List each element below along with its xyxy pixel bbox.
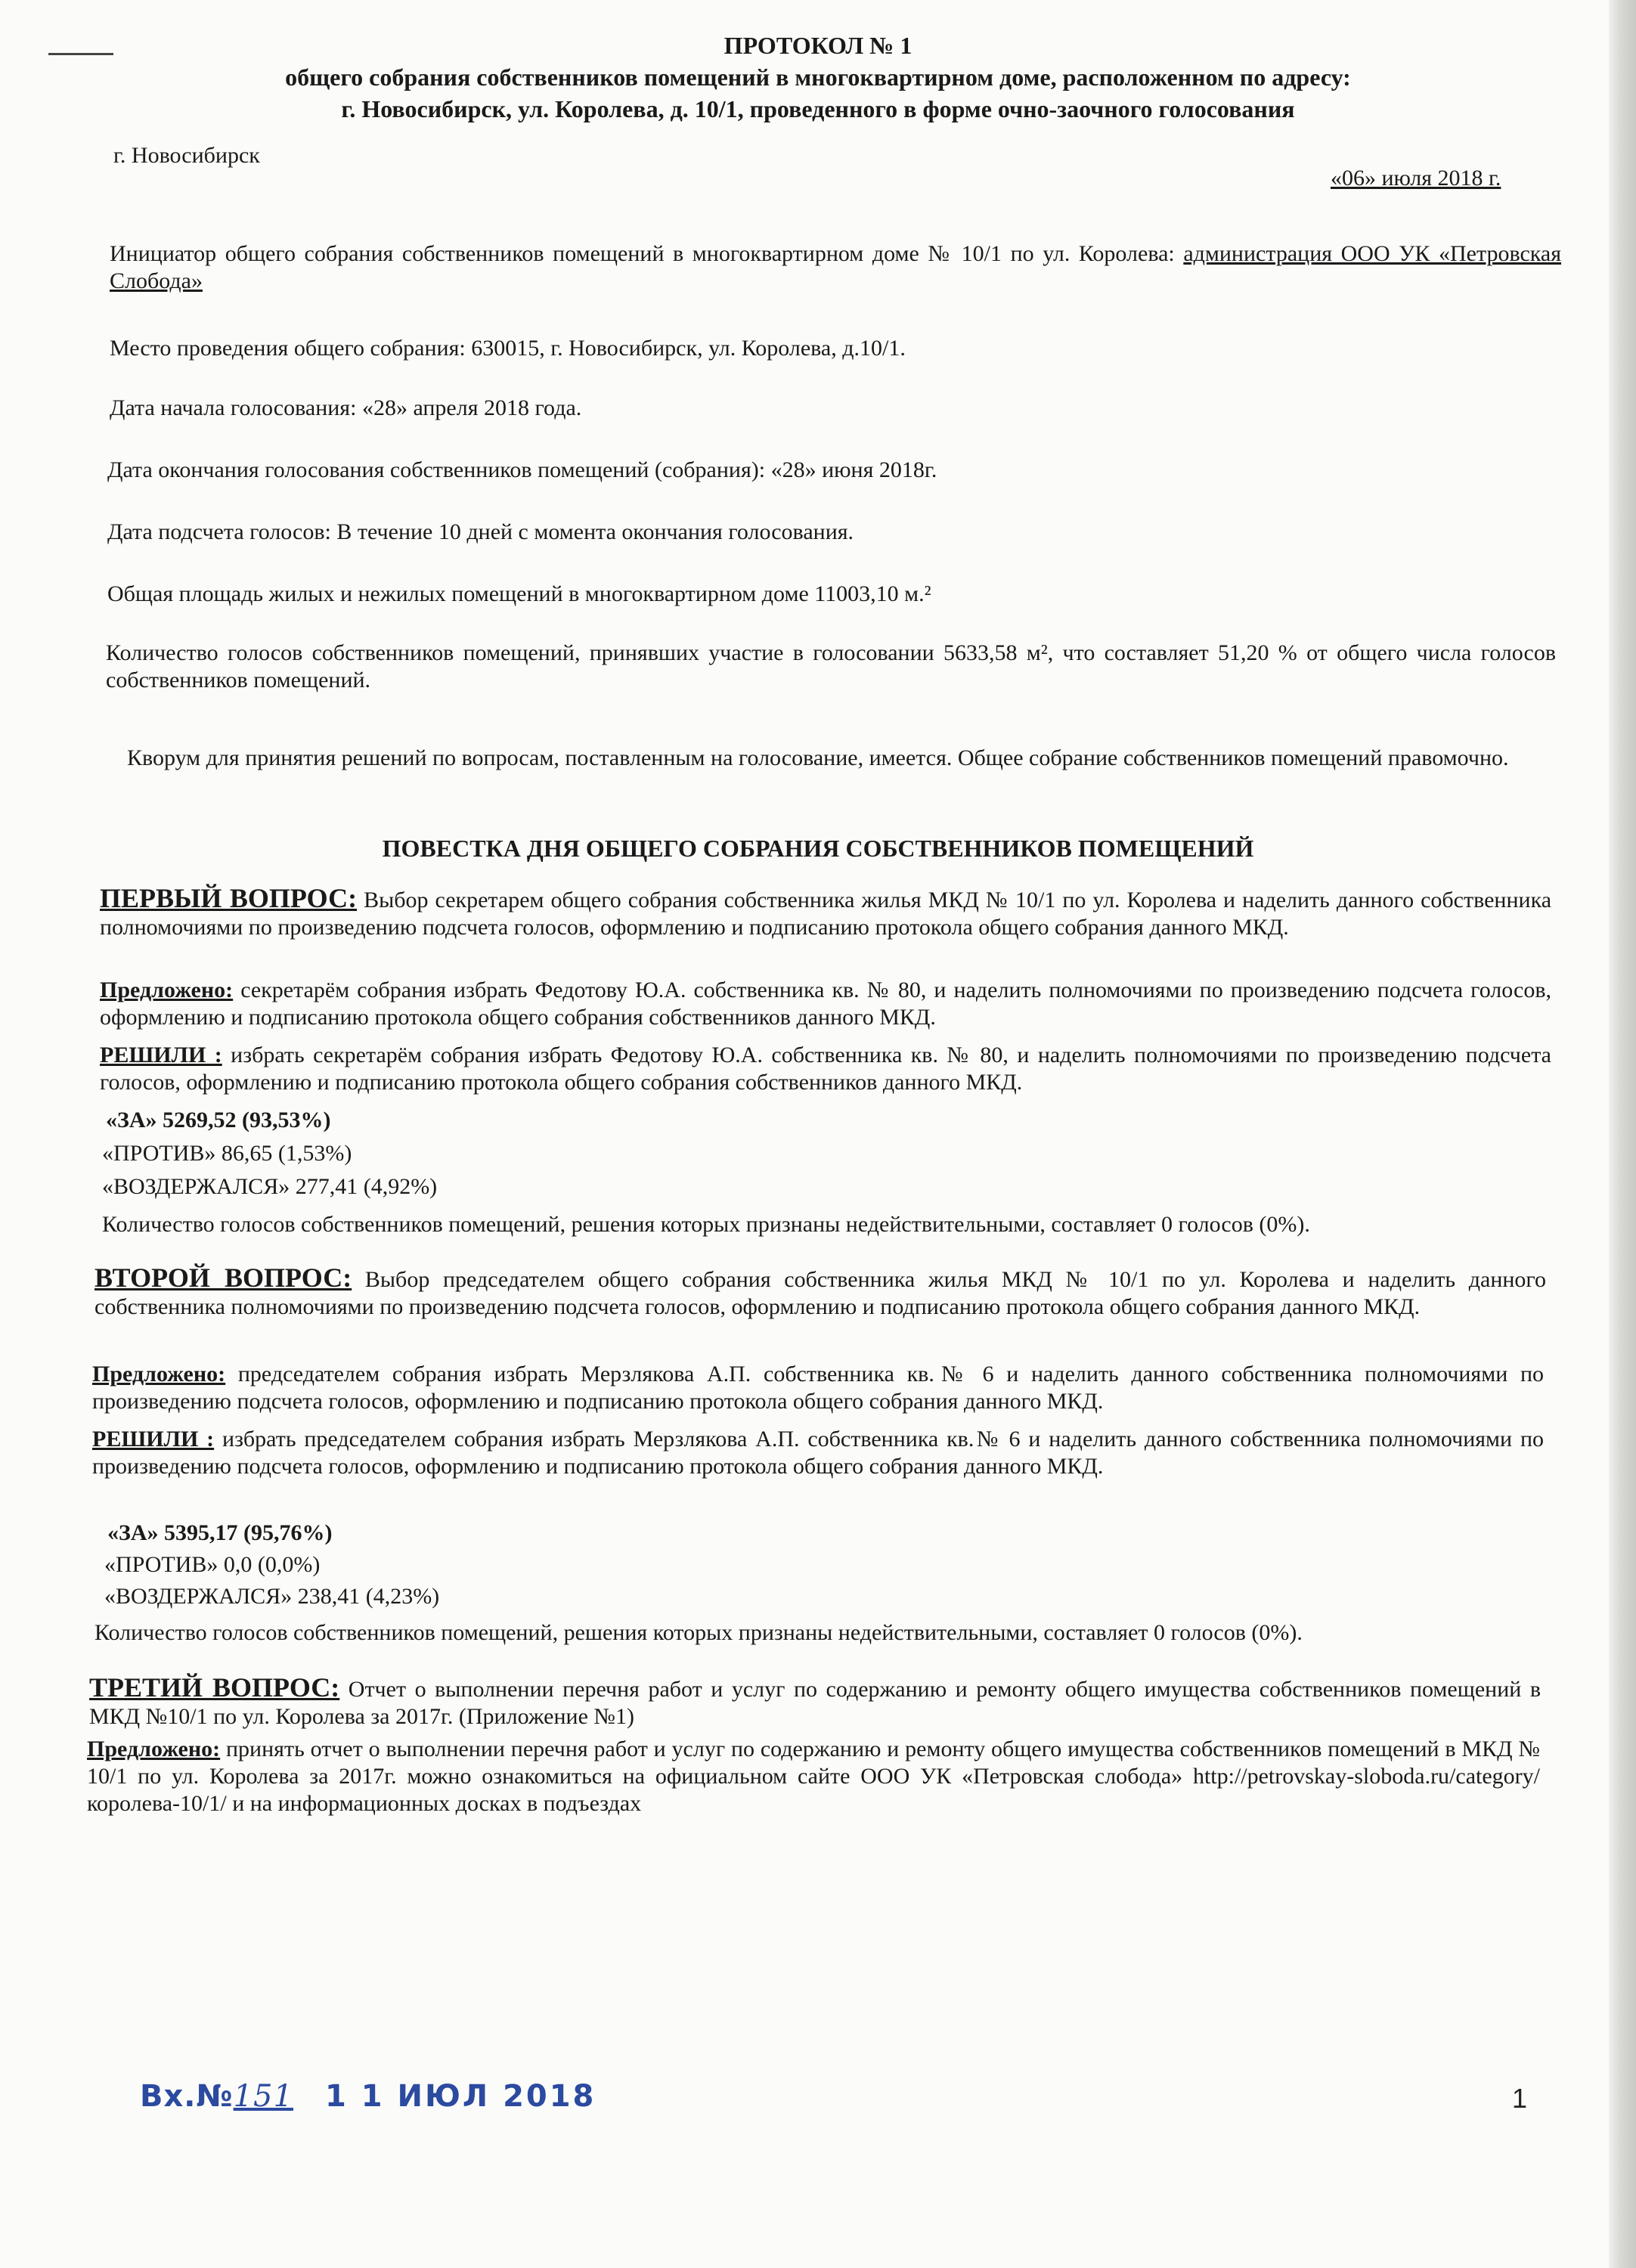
- question-2-vote-for: «ЗА» 5395,17 (95,76%): [107, 1520, 333, 1545]
- total-area: Общая площадь жилых и нежилых помещений в многоквартирном доме 11003,10 м.²: [107, 581, 931, 606]
- initiator-name: администрация ООО УК «Петровская Слобода»: [110, 241, 1561, 293]
- question-2-decided-text: избрать председателем собрания избрать Мерзлякова А.П. собственника кв.№ 6 и наделить данного собственника полномочиями по произведению подсчета голосов, оформлению и подписанию протокола общего собрания данного МКД.: [92, 1427, 1545, 1479]
- question-1-decided-text: избрать секретарём собрания избрать Федотову Ю.А. собственника кв. № 80, и наделить полномочиями по произведению подсчета голосов, оформлению и подписанию протокола общего собрания собственников данного МКД.: [100, 1043, 1551, 1095]
- question-2-proposed: [92, 1361, 1544, 1415]
- question-1-proposed: [100, 977, 1551, 1031]
- question-1-vote-abstain: «ВОЗДЕРЖАЛСЯ» 277,41 (4,92%): [102, 1174, 438, 1199]
- question-1-label: ПЕРВЫЙ ВОПРОС:: [100, 883, 358, 913]
- initiator-paragraph: [110, 240, 1561, 295]
- question-3-proposed-label: Предложено:: [87, 1737, 221, 1761]
- initiator-text: Инициатор общего собрания собственников помещений в многоквартирном доме № 10/1 по ул. Королева:: [110, 241, 1175, 266]
- question-3-label: ТРЕТИЙ ВОПРОС:: [89, 1672, 340, 1703]
- question-1-text: Выбор секретарем общего собрания собственника жилья МКД № 10/1 по ул. Королева и наделить данного собственника полномочиями по произведению подсчета голосов, оформлению и подписанию протокола общего собрания данного МКД.: [100, 888, 1552, 940]
- document-city: г. Новосибирск: [113, 143, 260, 168]
- stamp-date: 1 1 ИЮЛ 2018: [324, 2079, 596, 2114]
- stamp-prefix: Вх.№: [140, 2079, 234, 2114]
- question-3-proposed-text: принять отчет о выполнении перечня работ и услуг по содержанию и ремонту общего имущества собственников помещений в МКД № 10/1 по ул. Королева за 2017г. можно ознакомиться на официальном сайте ООО УК «Петровская слобода» http://petrovskay-sloboda.ru/category/королева-10/1/ и на информационных досках в подъездах: [87, 1737, 1540, 1816]
- question-2-invalid-votes: Количество голосов собственников помещений, решения которых признаны недействительными, составляет 0 голосов (0%).: [95, 1620, 1303, 1645]
- question-2-paragraph: [95, 1264, 1546, 1321]
- question-3-paragraph: [89, 1674, 1541, 1730]
- question-1-paragraph: [100, 885, 1551, 941]
- document-date: «06» июля 2018 г.: [1331, 166, 1501, 191]
- document-subtitle-line1: общего собрания собственников помещений в многоквартирном доме, расположенном по адресу:: [285, 64, 1351, 91]
- page-number: 1: [1512, 2083, 1528, 2114]
- incoming-registration-stamp: [140, 2079, 596, 2114]
- question-3-proposed: [87, 1736, 1540, 1817]
- agenda-title: ПОВЕСТКА ДНЯ ОБЩЕГО СОБРАНИЯ СОБСТВЕННИКОВ ПОМЕЩЕНИЙ: [382, 835, 1254, 862]
- question-1-proposed-label: Предложено:: [100, 978, 234, 1002]
- question-2-label: ВТОРОЙ ВОПРОС:: [95, 1263, 352, 1293]
- question-1-vote-for: «ЗА» 5269,52 (93,53%): [106, 1108, 331, 1132]
- document-subtitle-line2: г. Новосибирск, ул. Королева, д. 10/1, проведенного в форме очно-заочного голосования: [341, 95, 1295, 122]
- voting-start-date: Дата начала голосования: «28» апреля 2018 года.: [110, 395, 582, 420]
- quorum-paragraph: Кворум для принятия решений по вопросам, поставленным на голосование, имеется. Общее собрание собственников помещений правомочно.: [127, 745, 1509, 770]
- question-1-proposed-text: секретарём собрания избрать Федотову Ю.А. собственника кв. № 80, и наделить полномочиями по произведению подсчета голосов, оформлению и подписанию протокола общего собрания собственников данного МКД.: [100, 978, 1552, 1030]
- vote-count-date: Дата подсчета голосов: В течение 10 дней с момента окончания голосования.: [107, 519, 854, 544]
- question-3-text: Отчет о выполнении перечня работ и услуг по содержанию и ремонту общего имущества собственников помещений в МКД №10/1 по ул. Королева за 2017г. (Приложение №1): [89, 1677, 1541, 1729]
- page-edge-shadow: [1609, 0, 1636, 2268]
- question-1-decided-label: РЕШИЛИ :: [100, 1043, 222, 1067]
- meeting-location: Место проведения общего собрания: 630015, г. Новосибирск, ул. Королева, д.10/1.: [110, 336, 906, 361]
- question-2-vote-abstain: «ВОЗДЕРЖАЛСЯ» 238,41 (4,23%): [104, 1584, 440, 1609]
- stamp-number: 151: [233, 2079, 293, 2114]
- question-1-vote-against: «ПРОТИВ» 86,65 (1,53%): [102, 1141, 352, 1166]
- document-title: ПРОТОКОЛ № 1: [723, 32, 913, 59]
- question-2-decided: [92, 1426, 1544, 1480]
- question-2-proposed-text: председателем собрания избрать Мерзлякова А.П. собственника кв.№ 6 и наделить данного собственника полномочиями по произведению подсчета голосов, оформлению и подписанию протокола общего собрания данного МКД.: [92, 1362, 1545, 1414]
- participants-paragraph: Количество голосов собственников помещений, принявших участие в голосовании 5633,58 м², что составляет 51,20 % от общего числа голосов собственников помещений.: [106, 640, 1556, 692]
- question-1-invalid-votes: Количество голосов собственников помещений, решения которых признаны недействительными, составляет 0 голосов (0%).: [102, 1212, 1310, 1237]
- question-2-text: Выбор председателем общего собрания собственника жилья МКД № 10/1 по ул. Королева и наделить данного собственника полномочиями по произведению подсчета голосов, оформлению и подписанию протокола общего собрания данного МКД.: [95, 1267, 1546, 1319]
- question-2-vote-against: «ПРОТИВ» 0,0 (0,0%): [104, 1552, 321, 1577]
- question-2-decided-label: РЕШИЛИ :: [92, 1427, 215, 1452]
- question-2-proposed-label: Предложено:: [92, 1362, 226, 1387]
- question-1-decided: [100, 1042, 1551, 1096]
- voting-end-date: Дата окончания голосования собственников помещений (собрания): «28» июня 2018г.: [107, 457, 937, 482]
